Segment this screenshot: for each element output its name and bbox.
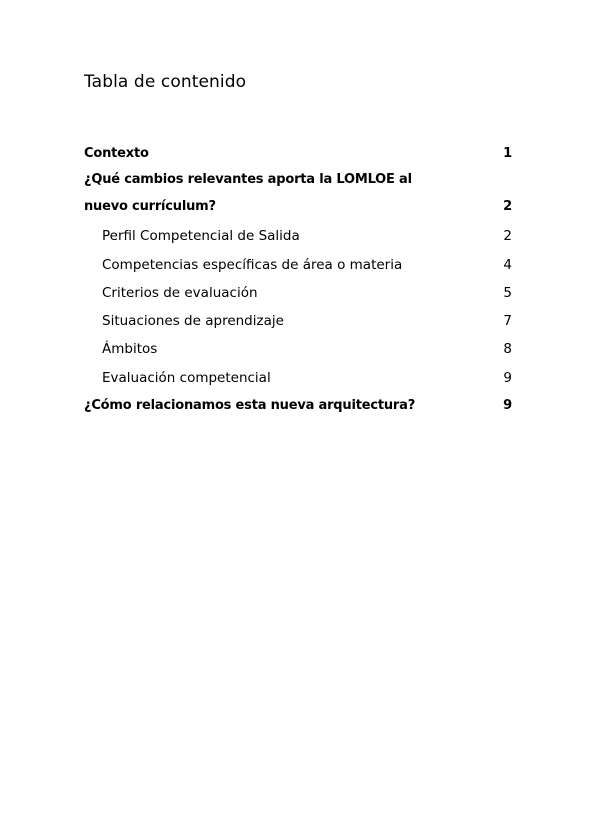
toc-entry-nueva-arquitectura[interactable] — [84, 390, 512, 418]
toc-entry-criterios-evaluacion[interactable] — [84, 277, 512, 305]
toc-title: Tabla de contenido — [84, 72, 247, 92]
toc-entry-evaluacion-competencial[interactable] — [84, 361, 512, 389]
toc-entry-page-number: 8 — [503, 341, 512, 358]
toc-entry-contexto[interactable] — [84, 138, 512, 166]
toc-entry-perfil-competencial[interactable] — [84, 220, 512, 248]
toc-entry-ambitos[interactable] — [84, 333, 512, 361]
toc-entry-page-number: 7 — [503, 313, 512, 330]
toc-entry-label[interactable]: Competencias específicas de área o materia — [102, 256, 403, 273]
toc-entry-label[interactable]: Evaluación competencial — [102, 369, 271, 386]
table-of-contents — [84, 138, 512, 418]
toc-entry-page-number: 9 — [503, 369, 512, 386]
toc-entry-label[interactable]: Ámbitos — [102, 341, 158, 358]
toc-entry-page-number: 1 — [503, 146, 512, 161]
toc-entry-cambios-lomloe[interactable] — [84, 166, 512, 220]
toc-entry-situaciones-aprendizaje[interactable] — [84, 305, 512, 333]
toc-entry-page-number: 2 — [503, 228, 512, 245]
toc-entry-label[interactable]: Contexto — [84, 146, 149, 161]
toc-entry-label[interactable]: Situaciones de aprendizaje — [102, 313, 284, 330]
toc-entry-competencias-especificas[interactable] — [84, 248, 512, 276]
toc-entry-page-number: 5 — [503, 284, 512, 301]
toc-entry-page-number: 9 — [503, 397, 512, 413]
toc-entry-label[interactable]: ¿Qué cambios relevantes aporta la LOMLOE al nuevo currículum? — [84, 172, 412, 214]
toc-entry-label[interactable]: ¿Cómo relacionamos esta nueva arquitectura? — [84, 397, 416, 413]
toc-entry-label[interactable]: Perfil Competencial de Salida — [102, 228, 300, 245]
toc-entry-label[interactable]: Criterios de evaluación — [102, 284, 258, 301]
toc-entry-page-number: 2 — [503, 199, 512, 214]
toc-entry-page-number: 4 — [503, 256, 512, 273]
